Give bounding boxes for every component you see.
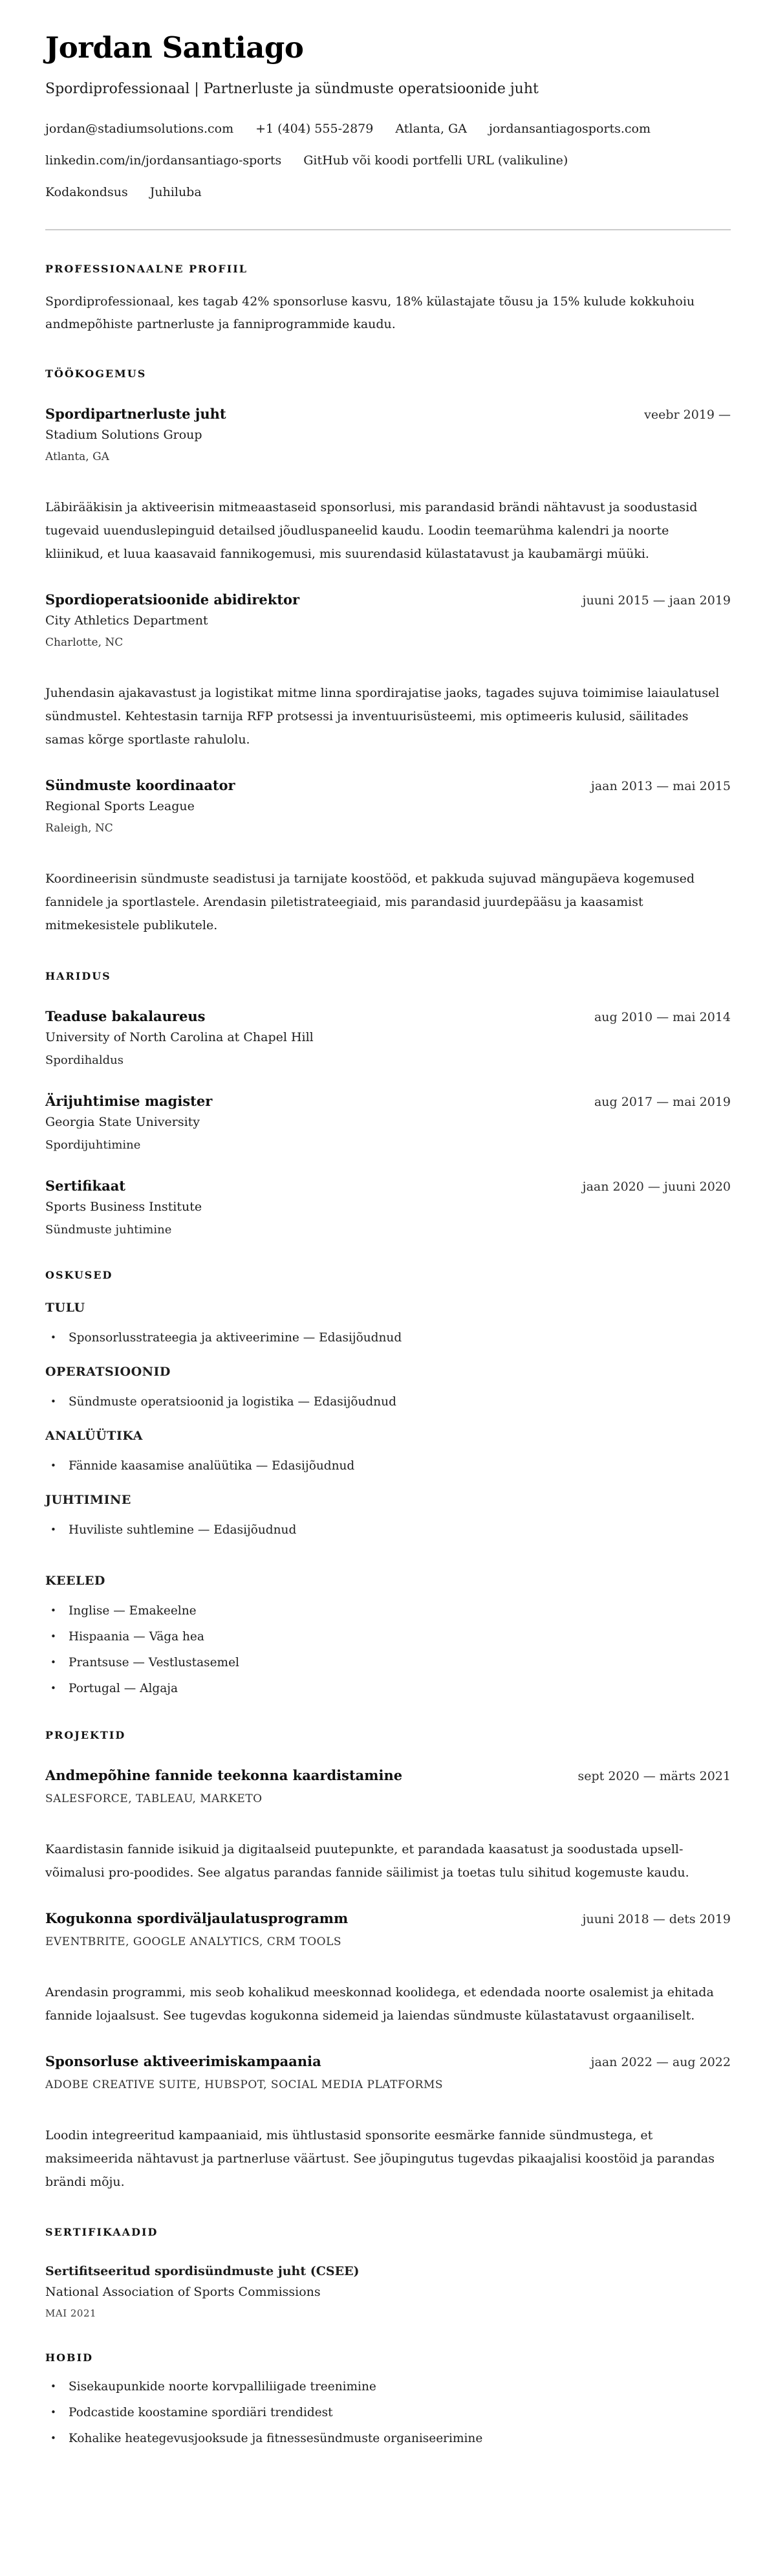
language-item: • Prantsuse — Vestlustasemel <box>45 1655 731 1670</box>
resume-header <box>45 31 731 199</box>
job-company: Regional Sports League <box>45 799 195 814</box>
section-heading-projects: PROJEKTID <box>45 1728 126 1741</box>
job-entry-head <box>45 777 731 793</box>
section-experience <box>45 368 731 938</box>
project-entry <box>45 1767 731 1884</box>
job-title: Spordipartnerluste juht <box>45 405 226 422</box>
skill-list <box>45 1523 731 1537</box>
skill-category-name: ANALÜÜTIKA <box>45 1428 143 1443</box>
project-entry-head <box>45 2053 731 2069</box>
contact-website: jordansantiagosports.com <box>488 122 651 137</box>
certification-date: MAI 2021 <box>45 2307 97 2320</box>
header-divider <box>45 229 731 230</box>
project-description: Loodin integreeritud kampaaniaid, mis ühtlustasid sponsorite eesmärke fannide sündmustega, et maksimeerida nähtavust ja partnerluse väärtust. See jõupingutus tugevdas pikaajalisi koostöid ja parandas brändi mõju. <box>45 2128 715 2190</box>
degree-date: aug 2017 — mai 2019 <box>594 1094 731 1109</box>
project-tools: EVENTBRITE, GOOGLE ANALYTICS, CRM TOOLS <box>45 1935 342 1948</box>
contact-github-placeholder: GitHub või koodi portfelli URL (valikuline) <box>303 153 568 168</box>
project-tools: SALESFORCE, TABLEAU, MARKETO <box>45 1792 263 1805</box>
contact-row <box>45 153 731 168</box>
degree-date: aug 2010 — mai 2014 <box>594 1009 731 1024</box>
certification-entry <box>45 2264 731 2319</box>
contact-citizenship: Kodakondsus <box>45 185 128 200</box>
contact-drivers-license: Juhiluba <box>149 185 202 200</box>
job-date: juuni 2015 — jaan 2019 <box>582 593 731 608</box>
project-entry <box>45 2053 731 2194</box>
school-name: Sports Business Institute <box>45 1199 202 1214</box>
certification-title: Sertifitseeritud spordisündmuste juht (CSEE) <box>45 2264 360 2279</box>
project-title: Andmepõhine fannide teekonna kaardistamine <box>45 1767 403 1783</box>
job-location: Raleigh, NC <box>45 822 113 835</box>
contact-phone: +1 (404) 555-2879 <box>255 122 374 137</box>
degree-title: Ärijuhtimise magister <box>45 1092 213 1109</box>
skill-list <box>45 1459 731 1473</box>
job-description: Läbirääkisin ja aktiveerisin mitmeaastaseid sponsorlusi, mis parandasid brändi nähtavust ja soodustasid tugevaid uuenduslepinguid detailsed jõudluspaneelid kaudu. Loodin teemarühma kalendri ja noorte kliinikud, et luua kaasavaid fannikogemusi, mis suurendasid külastatavust ja kaubamärgi müüki. <box>45 500 698 561</box>
field-of-study: Spordijuhtimine <box>45 1138 141 1152</box>
languages-heading: KEELED <box>45 1574 105 1589</box>
school-name: University of North Carolina at Chapel Hill <box>45 1029 314 1044</box>
language-list <box>45 1603 731 1697</box>
skill-category-name: JUHTIMINE <box>45 1492 131 1507</box>
job-title: Sündmuste koordinaator <box>45 777 235 794</box>
contact-linkedin: linkedin.com/in/jordansantiago-sports <box>45 153 282 168</box>
contact-email: jordan@stadiumsolutions.com <box>45 122 234 137</box>
school-name: Georgia State University <box>45 1114 200 1129</box>
skill-item: • Sponsorlusstrateegia ja aktiveerimine — Edasijõudnud <box>45 1330 731 1345</box>
section-hobbies <box>45 2351 731 2446</box>
skill-category-name: OPERATSIOONID <box>45 1364 171 1379</box>
job-location: Atlanta, GA <box>45 450 109 463</box>
education-entry-head <box>45 1178 731 1194</box>
section-profile <box>45 263 731 335</box>
job-entry <box>45 591 731 751</box>
field-of-study: Spordihaldus <box>45 1053 124 1067</box>
education-entry <box>45 1093 731 1152</box>
section-heading-experience: TÖÖKOGEMUS <box>45 367 147 380</box>
skill-category-name: TULU <box>45 1300 85 1315</box>
job-entry <box>45 406 731 566</box>
section-heading-certifications: SERTIFIKAADID <box>45 2226 158 2239</box>
language-item: • Inglise — Emakeelne <box>45 1603 731 1618</box>
job-date: jaan 2013 — mai 2015 <box>590 779 731 794</box>
contact-location: Atlanta, GA <box>395 122 467 137</box>
skill-category <box>45 1429 731 1473</box>
project-date: sept 2020 — märts 2021 <box>577 1768 731 1783</box>
job-company: Stadium Solutions Group <box>45 427 202 442</box>
skill-list <box>45 1394 731 1409</box>
education-entry-head <box>45 1093 731 1109</box>
job-description: Juhendasin ajakavastust ja logistikat mitme linna spordirajatise jaoks, tagades sujuva toimimise laiaulatusel sündmustel. Kehtestasin tarnija RFP protsessi ja inventuurisüsteemi, mis optimeeris kulusid, säilitades samas kõrge sportlaste rahulolu. <box>45 686 720 747</box>
section-certifications <box>45 2226 731 2319</box>
hobby-item: • Podcastide koostamine spordiäri trendidest <box>45 2405 731 2420</box>
skill-list <box>45 1330 731 1345</box>
contact-row <box>45 122 731 136</box>
job-title: Spordioperatsioonide abidirektor <box>45 591 300 608</box>
project-tools: ADOBE CREATIVE SUITE, HUBSPOT, SOCIAL MEDIA PLATFORMS <box>45 2078 444 2091</box>
section-heading-skills: OSKUSED <box>45 1268 113 1281</box>
skill-category <box>45 1493 731 1537</box>
degree-date: jaan 2020 — juuni 2020 <box>582 1179 731 1194</box>
project-entry-head <box>45 1910 731 1926</box>
section-heading-hobbies: HOBID <box>45 2351 93 2364</box>
education-entry-head <box>45 1008 731 1024</box>
hobby-list <box>45 2379 731 2446</box>
project-title: Kogukonna spordiväljaulatusprogramm <box>45 1910 349 1926</box>
job-entry-head <box>45 591 731 608</box>
field-of-study: Sündmuste juhtimine <box>45 1222 172 1237</box>
project-title: Sponsorluse aktiveerimiskampaania <box>45 2053 321 2069</box>
degree-title: Sertifikaat <box>45 1177 126 1194</box>
skill-category <box>45 1301 731 1345</box>
project-entry-head <box>45 1767 731 1783</box>
section-skills <box>45 1269 731 1697</box>
project-description: Kaardistasin fannide isikuid ja digitaalseid puutepunkte, et parandada kaasatust ja soodustada upsell-võimalusi pro-poodides. See algatus parandas fannide säilimist ja toetas tulu sihitud kogemuste kaudu. <box>45 1842 689 1880</box>
certification-org: National Association of Sports Commissions <box>45 2285 321 2300</box>
skill-category <box>45 1365 731 1409</box>
job-entry-head <box>45 406 731 422</box>
skill-item: • Fännide kaasamise analüütika — Edasijõudnud <box>45 1459 731 1473</box>
hobby-item: • Kohalike heategevusjooksude ja fitnessesündmuste organiseerimine <box>45 2431 731 2446</box>
candidate-name: Jordan Santiago <box>45 30 304 65</box>
project-date: jaan 2022 — aug 2022 <box>590 2054 731 2069</box>
job-company: City Athletics Department <box>45 613 208 628</box>
section-projects <box>45 1729 731 2194</box>
job-description: Koordineerisin sündmuste seadistusi ja tarnijate koostööd, et pakkuda sujuvad mängupäeva kogemused fannidele ja sportlastele. Arendasin piletistrateegiaid, mis parandasid juurdepääsu ja kaasamist mitmekesistele publikutele. <box>45 872 695 933</box>
languages-category <box>45 1574 731 1697</box>
education-entry <box>45 1008 731 1067</box>
project-entry <box>45 1910 731 2027</box>
hobby-item: • Sisekaupunkide noorte korvpalliliigade treenimine <box>45 2379 731 2394</box>
skill-item: • Sündmuste operatsioonid ja logistika — Edasijõudnud <box>45 1394 731 1409</box>
degree-title: Teaduse bakalaureus <box>45 1007 206 1024</box>
skill-item: • Huviliste suhtlemine — Edasijõudnud <box>45 1523 731 1537</box>
language-item: • Hispaania — Väga hea <box>45 1629 731 1644</box>
section-heading-education: HARIDUS <box>45 969 111 982</box>
job-date: veebr 2019 — <box>644 407 731 422</box>
project-description: Arendasin programmi, mis seob kohalikud meeskonnad koolidega, et edendada noorte osalemist ja ehitada fannide lojaalsust. See tugevdas kogukonna sidemeid ja laiendas sündmuste külastatavust orgaaniliselt. <box>45 1985 714 2023</box>
job-entry <box>45 777 731 937</box>
job-location: Charlotte, NC <box>45 636 124 649</box>
education-entry <box>45 1178 731 1237</box>
language-item: • Portugal — Algaja <box>45 1681 731 1696</box>
contact-info <box>45 122 731 199</box>
candidate-tagline: Spordiprofessionaal | Partnerluste ja sündmuste operatsioonide juht <box>45 80 539 97</box>
section-education <box>45 970 731 1237</box>
project-date: juuni 2018 — dets 2019 <box>582 1911 731 1926</box>
profile-summary: Spordiprofessionaal, kes tagab 42% sponsorluse kasvu, 18% külastajate tõusu ja 15% kulude kokkuhoiu andmepõhiste partnerluste ja fanniprogrammide kaudu. <box>45 294 695 331</box>
section-heading-profile: PROFESSIONAALNE PROFIIL <box>45 263 248 276</box>
contact-row <box>45 185 731 199</box>
